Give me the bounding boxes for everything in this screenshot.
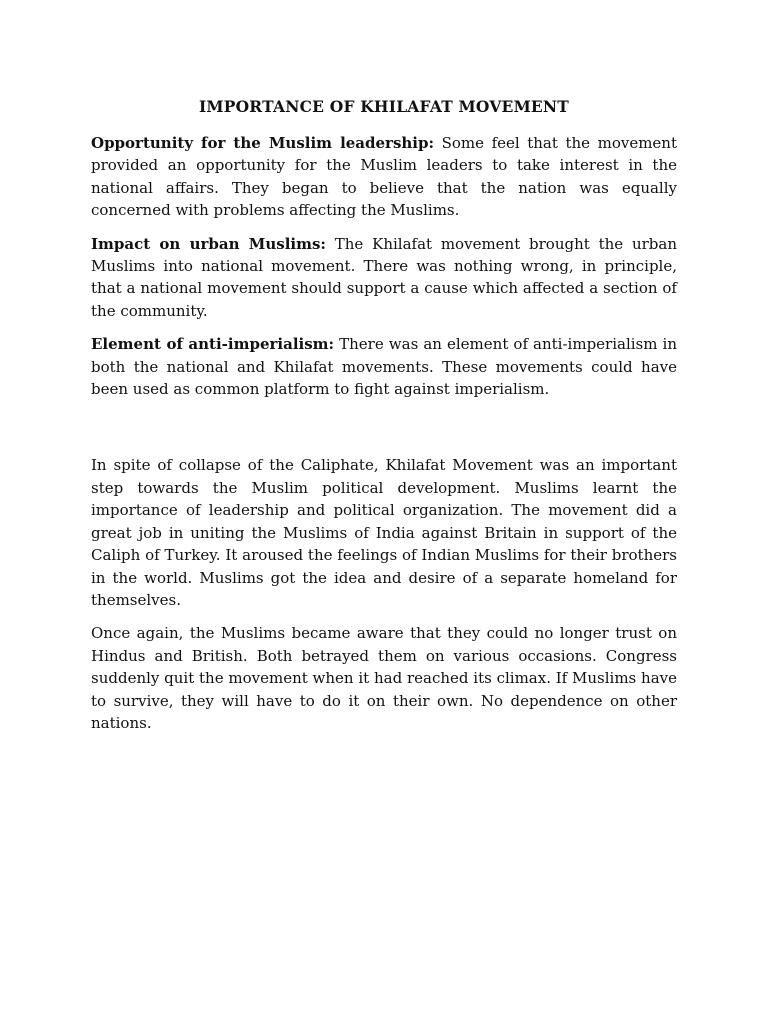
conclusion-paragraph: Once again, the Muslims became aware that they could no longer trust on Hindus and British. Both betrayed them on various occasions. Congress suddenly quit the movement when it had reached its climax. If Muslims have to survive, they will have to do it on their own. No dependence on other nations.	[91, 624, 677, 732]
section-heading: Element of anti-imperialism:	[91, 335, 335, 354]
document-body	[91, 132, 677, 745]
section-anti-imperialism	[91, 333, 677, 400]
section-text: The Khilafat movement brought the urban Muslims into national movement. There was nothing wrong, in principle, that a national movement should support a cause which affected a section of the community.	[91, 234, 677, 320]
section-urban-muslims	[91, 233, 677, 323]
paragraph-gap	[91, 411, 677, 454]
section-heading: Opportunity for the Muslim leadership:	[91, 134, 435, 152]
section-text: Some feel that the movement provided an opportunity for the Muslim leaders to take interest in the national affairs. They began to believe that the nation was equally concerned with problems affecting the Muslims.	[91, 134, 677, 220]
section-text: There was an element of anti-imperialism in both the national and Khilafat movements. These movements could have been used as common platform to fight against imperialism.	[91, 335, 677, 399]
document-title: IMPORTANCE OF KHILAFAT MOVEMENT	[198, 97, 570, 116]
section-heading: Impact on urban Muslims:	[91, 234, 326, 253]
section-opportunity	[91, 132, 677, 222]
conclusion-paragraph: In spite of collapse of the Caliphate, Khilafat Movement was an important step towards the Muslim political development. Muslims learnt the importance of leadership and political organization. The movement did a great job in uniting the Muslims of India against Britain in support of the Caliph of Turkey. It aroused the feelings of Indian Muslims for their brothers in the world. Muslims got the idea and desire of a separate homeland for themselves.	[91, 456, 677, 609]
